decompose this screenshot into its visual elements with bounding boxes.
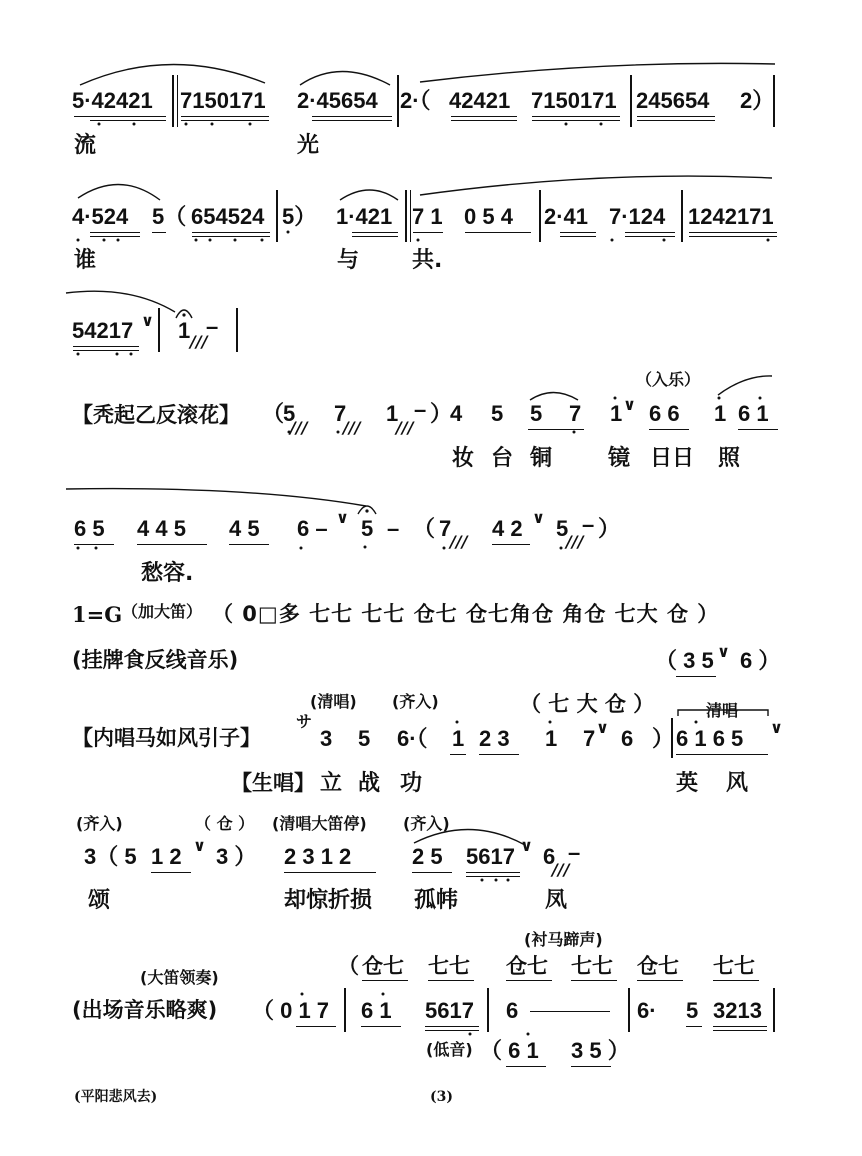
- r2-m3: 654524: [191, 204, 265, 229]
- r8-breath-2: ∨: [770, 718, 783, 737]
- r10-label: (出场音乐略爽): [72, 998, 218, 1022]
- r5-n4: 6 –: [297, 516, 328, 541]
- r2-m1: 4·524: [72, 204, 129, 229]
- r2-m7: 0 5 4: [464, 204, 513, 229]
- r8-n8: 6: [621, 726, 634, 751]
- r9-annot-3: (清唱大笛停): [272, 814, 367, 833]
- r9-n1: 3（ 5: [84, 844, 137, 869]
- r6-key: 1=G: [72, 602, 123, 627]
- r4-annot: （入乐）: [636, 370, 701, 389]
- r10-perc-open: （: [338, 954, 359, 978]
- r2-lyric-1: 谁: [74, 248, 97, 273]
- r10-n9: 3 5 ）: [571, 1038, 630, 1063]
- r9-n3: 3 ）: [216, 844, 257, 869]
- r1-lyric-1: 流: [74, 133, 97, 158]
- r3-breath: ∨: [141, 311, 154, 330]
- r2-m4: 5）: [282, 204, 317, 229]
- r8-annot-2: (齐入): [392, 692, 439, 711]
- r4-notes-3: 1: [386, 401, 399, 426]
- r10-n1: （ 0 1 7: [252, 998, 330, 1023]
- r4-trem-2: ///: [343, 418, 361, 437]
- r10-annot-1: (大笛领奏): [140, 968, 219, 987]
- r5-dash-2: –: [582, 512, 595, 537]
- r1-m1: 5·42421: [72, 88, 153, 113]
- r4-lyric-4: 镜: [608, 446, 631, 471]
- r4-n10: 1: [714, 401, 727, 426]
- r4-label: 【秃起乙反滚花】: [72, 403, 240, 427]
- r9-n2: 1 2: [151, 844, 182, 869]
- r4-notes-2: 7: [334, 401, 347, 426]
- r4-notes-1: 5: [283, 401, 296, 426]
- r8-lyric-1: 立: [320, 771, 343, 796]
- r10-perc-5: 仓七: [637, 954, 679, 978]
- r8-n6: 1: [545, 726, 558, 751]
- r4-open: （: [262, 401, 285, 426]
- r5-n5: 5: [361, 516, 374, 541]
- r10-perc-4: 七七: [571, 954, 613, 978]
- r7-notes-2: 6 ）: [740, 648, 781, 673]
- r8-n9: 6 1 6 5: [676, 726, 744, 751]
- r4-trem-3: ///: [396, 418, 414, 437]
- r4-n4: 4: [450, 401, 463, 426]
- r10-n4: 6: [506, 998, 519, 1023]
- r4-lyric-1: 妆: [452, 446, 475, 471]
- r8-lyric-2: 战: [358, 771, 381, 796]
- r4-dash: –: [414, 397, 427, 422]
- r10-n7: 3213: [713, 998, 762, 1023]
- r9-lyric-1: 颂: [88, 888, 111, 913]
- r2-m8: 2·41: [544, 204, 589, 229]
- r10-n8: （ 6 1: [480, 1038, 539, 1063]
- r1-m5: 42421: [449, 88, 511, 113]
- r4-n9: 6 6: [649, 401, 680, 426]
- r8-annot-4: 清唱: [706, 701, 739, 720]
- r5-trem-2: ///: [566, 532, 584, 551]
- r10-n3: 5617: [425, 998, 474, 1023]
- r8-n2: 5: [358, 726, 371, 751]
- r8-n7: 7: [583, 726, 596, 751]
- r9-annot-1: (齐入): [76, 814, 123, 833]
- r4-lyric-2: 台: [491, 446, 514, 471]
- r5-n7: 4 2: [492, 516, 523, 541]
- r3-m2: 1: [178, 318, 191, 343]
- r8-lyric-4: 英: [676, 771, 699, 796]
- r4-breath: ∨: [623, 395, 636, 414]
- r2-lyric-3: 共.: [412, 248, 443, 273]
- r9-n4: 2 3 1 2: [284, 844, 352, 869]
- r9-lyric-4: 凤: [545, 888, 568, 913]
- r5-n3: 4 5: [229, 516, 260, 541]
- r4-lyric-5: 日日: [650, 446, 695, 471]
- r1-m3: 2·45654: [297, 88, 378, 113]
- r10-low: (低音): [426, 1040, 473, 1059]
- r5-n8: 5: [556, 516, 569, 541]
- r5-dash: –: [387, 516, 400, 541]
- r3-tremolo: ///: [190, 332, 208, 351]
- r9-trem: ///: [552, 860, 570, 879]
- r1-m7: 245654: [636, 88, 710, 113]
- r5-n1: 6 5: [74, 516, 105, 541]
- r10-n2: 6 1: [361, 998, 392, 1023]
- r5-n2: 4 4 5: [137, 516, 186, 541]
- r4-n6: 5: [530, 401, 543, 426]
- r8-n3: 6·（: [397, 726, 428, 751]
- r9-dash: –: [568, 840, 581, 865]
- r10-annot-2: (衬马蹄声): [524, 930, 603, 949]
- r5-breath: ∨: [336, 508, 349, 527]
- r9-n5: 2 5: [412, 844, 443, 869]
- r1-m2: 7150171: [180, 88, 266, 113]
- r7-label: (挂牌食反线音乐): [72, 648, 239, 672]
- r5-open: （: [413, 516, 436, 541]
- r9-lyric-3: 孤帏: [414, 888, 459, 913]
- r2-lyric-2: 与: [337, 248, 360, 273]
- r8-n1: 3: [320, 726, 333, 751]
- r2-m10: 1242171: [688, 204, 774, 229]
- r10-perc-6: 七七: [713, 954, 755, 978]
- r4-close: ）: [430, 401, 453, 426]
- r8-n4: 1: [452, 726, 465, 751]
- r2-m5: 1·421: [336, 204, 393, 229]
- r4-trem-1: ///: [290, 418, 308, 437]
- r4-lyric-3: 铜: [530, 446, 553, 471]
- r8-lyric-3: 功: [400, 771, 423, 796]
- r4-n8: 1: [610, 401, 623, 426]
- r2-m2: 5（: [152, 204, 187, 229]
- r10-perc-1: 仓七: [362, 954, 404, 978]
- r9-annot-4: (齐入): [403, 814, 450, 833]
- r3-dash: –: [206, 314, 219, 339]
- r5-breath-2: ∨: [532, 508, 545, 527]
- r1-m8: 2）: [740, 88, 775, 113]
- r5-trem-1: ///: [450, 532, 468, 551]
- r6-percussion: （ 0□多 七七 七七 仓七 仓七角仓 角仓 七大 仓 ）: [212, 602, 720, 626]
- footer-title: (平阳悲风去): [74, 1089, 158, 1105]
- r9-annot-2: （ 仓 ）: [195, 814, 255, 833]
- r8-label: 【内唱马如风引子】: [72, 726, 261, 750]
- r8-breath: ∨: [596, 718, 609, 737]
- r9-n6: 5617: [466, 844, 515, 869]
- r8-n5: 2 3: [479, 726, 510, 751]
- r8-lyric-5: 风: [726, 771, 749, 796]
- r1-m6: 7150171: [531, 88, 617, 113]
- r9-breath: ∨: [193, 836, 206, 855]
- r10-perc-2: 七七: [428, 954, 470, 978]
- r10-perc-3: 仓七: [506, 954, 548, 978]
- r9-breath-2: ∨: [520, 836, 533, 855]
- r8-annot-3: （ 七 大 仓 ）: [520, 692, 655, 716]
- r9-lyric-2: 却惊折损: [284, 888, 373, 913]
- r2-m9: 7·124: [609, 204, 666, 229]
- r4-lyric-6: 照: [718, 446, 741, 471]
- r3-m1: 54217: [72, 318, 134, 343]
- r10-n6: 5: [686, 998, 699, 1023]
- r9-n7: 6: [543, 844, 556, 869]
- r1-lyric-2: 光: [297, 133, 320, 158]
- r1-m4: 2·（: [400, 88, 431, 113]
- r4-n5: 5: [491, 401, 504, 426]
- r5-n6: 7: [439, 516, 452, 541]
- r8-annot-1: (清唱): [310, 692, 357, 711]
- r5-lyric: 愁容.: [141, 561, 194, 586]
- r8-close: ）: [652, 726, 675, 751]
- page-number: (3): [430, 1089, 453, 1105]
- r4-n11: 6 1: [738, 401, 769, 426]
- r5-close: ）: [598, 516, 621, 541]
- r6-paren: （加大笛）: [122, 602, 203, 621]
- r8-role: 【生唱】: [231, 771, 315, 795]
- r10-n5: 6·: [637, 998, 657, 1023]
- r7-breath: ∨: [717, 642, 730, 661]
- r7-notes: （ 3 5: [655, 648, 714, 673]
- r4-n7: 7: [569, 401, 582, 426]
- r8-sa: サ: [296, 712, 313, 731]
- r2-m6: 7 1: [412, 204, 443, 229]
